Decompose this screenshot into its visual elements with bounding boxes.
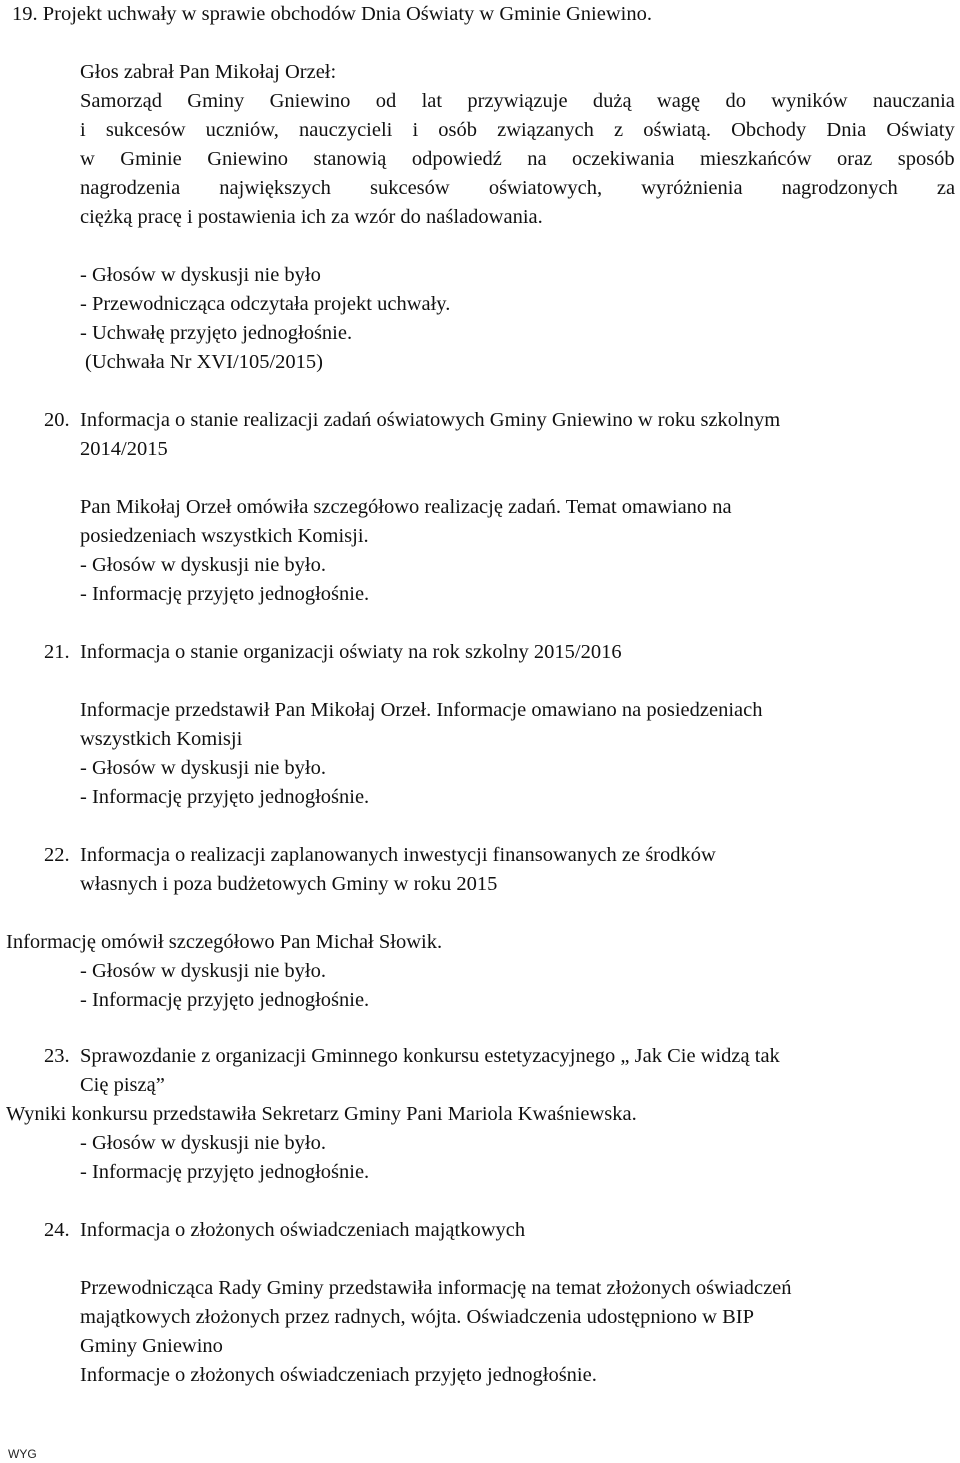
note-line: - Przewodnicząca odczytała projekt uchwały. bbox=[80, 293, 451, 315]
body-line: Wyniki konkursu przedstawiła Sekretarz Gminy Pani Mariola Kwaśniewska. bbox=[6, 1103, 637, 1125]
item-title: własnych i poza budżetowych Gminy w roku 2015 bbox=[80, 873, 498, 895]
item-number: 21. bbox=[44, 641, 70, 663]
note-line: - Głosów w dyskusji nie było. bbox=[80, 757, 326, 779]
body-line: posiedzeniach wszystkich Komisji. bbox=[80, 525, 369, 547]
item-title: 2014/2015 bbox=[80, 438, 168, 460]
resolution-number: (Uchwała Nr XVI/105/2015) bbox=[85, 351, 323, 373]
body-line: Informację omówił szczegółowo Pan Michał Słowik. bbox=[6, 931, 443, 953]
item-19-heading bbox=[12, 4, 652, 25]
body-line: Gminy Gniewino bbox=[80, 1335, 223, 1357]
body-line: Informacje o złożonych oświadczeniach przyjęto jednogłośnie. bbox=[80, 1364, 597, 1386]
item-title: Informacja o stanie organizacji oświaty na rok szkolny 2015/2016 bbox=[80, 641, 622, 663]
body-line: Pan Mikołaj Orzeł omówiła szczegółowo realizację zadań. Temat omawiano na bbox=[80, 496, 732, 518]
speaker-line: Głos zabrał Pan Mikołaj Orzeł: bbox=[80, 61, 337, 83]
item-title: Informacja o złożonych oświadczeniach majątkowych bbox=[80, 1219, 526, 1241]
item-title: Informacja o stanie realizacji zadań oświatowych Gminy Gniewino w roku szkolnym bbox=[80, 409, 781, 431]
note-line: - Informację przyjęto jednogłośnie. bbox=[80, 1161, 370, 1183]
note-line: - Informację przyjęto jednogłośnie. bbox=[80, 786, 370, 808]
body-line: i sukcesów uczniów, nauczycieli i osób związanych z oświatą. Obchody Dnia Oświaty bbox=[80, 119, 955, 141]
note-line: - Głosów w dyskusji nie było. bbox=[80, 1132, 326, 1154]
note-line: - Informację przyjęto jednogłośnie. bbox=[80, 989, 370, 1011]
item-number: 20. bbox=[44, 409, 70, 431]
item-number: 23. bbox=[44, 1045, 70, 1067]
item-title: Cię piszą” bbox=[80, 1074, 165, 1096]
note-line: - Uchwałę przyjęto jednogłośnie. bbox=[80, 322, 353, 344]
item-title: Sprawozdanie z organizacji Gminnego konkursu estetyzacyjnego „ Jak Cie widzą tak bbox=[80, 1045, 780, 1067]
body-line: wszystkich Komisji bbox=[80, 728, 243, 750]
item-number: 19. bbox=[12, 3, 38, 25]
note-line: - Informację przyjęto jednogłośnie. bbox=[80, 583, 370, 605]
body-line: ciężką pracę i postawienia ich za wzór do naśladowania. bbox=[80, 206, 543, 228]
note-line: - Głosów w dyskusji nie było. bbox=[80, 554, 326, 576]
footer-mark: WYG bbox=[8, 1447, 37, 1461]
note-line: - Głosów w dyskusji nie było bbox=[80, 264, 321, 286]
body-line: Informacje przedstawił Pan Mikołaj Orzeł. Informacje omawiano na posiedzeniach bbox=[80, 699, 763, 721]
item-title: Informacja o realizacji zaplanowanych inwestycji finansowanych ze środków bbox=[80, 844, 716, 866]
item-number: 24. bbox=[44, 1219, 70, 1241]
body-line: majątkowych złożonych przez radnych, wójta. Oświadczenia udostępniono w BIP bbox=[80, 1306, 755, 1328]
item-number: 22. bbox=[44, 844, 70, 866]
note-line: - Głosów w dyskusji nie było. bbox=[80, 960, 326, 982]
item-title: Projekt uchwały w sprawie obchodów Dnia Oświaty w Gminie Gniewino. bbox=[42, 3, 652, 25]
body-line: Samorząd Gminy Gniewino od lat przywiązuje dużą wagę do wyników nauczania bbox=[80, 90, 955, 112]
body-line: Przewodnicząca Rady Gminy przedstawiła informację na temat złożonych oświadczeń bbox=[80, 1277, 792, 1299]
body-line: nagrodzenia największych sukcesów oświatowych, wyróżnienia nagrodzonych za bbox=[80, 177, 956, 199]
body-line: w Gminie Gniewino stanowią odpowiedź na oczekiwania mieszkańców oraz sposób bbox=[80, 148, 955, 170]
